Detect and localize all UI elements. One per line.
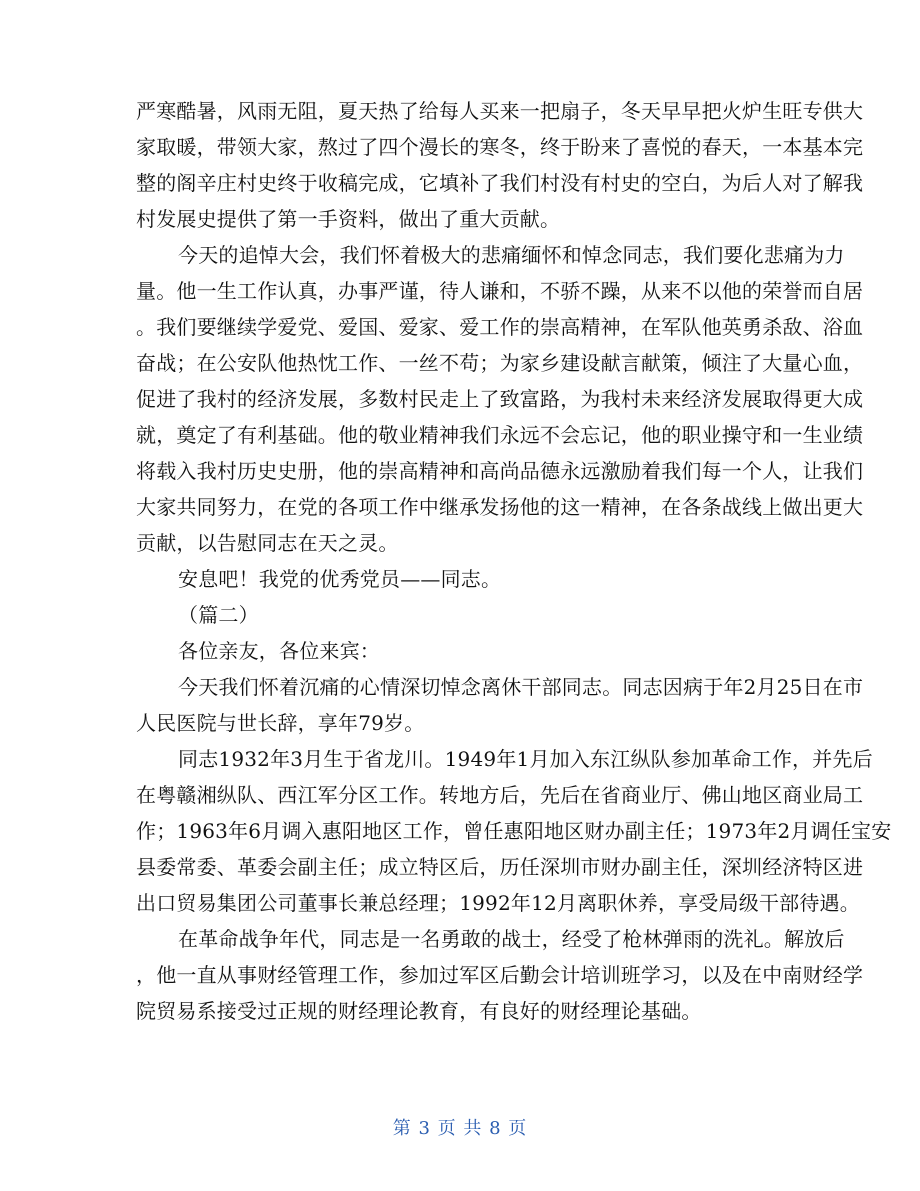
text-line: 家取暖，带领大家，熬过了四个漫长的寒冬，终于盼来了喜悦的春天，一本基本完 xyxy=(136,135,864,159)
paragraph xyxy=(136,242,864,556)
text-line: （篇二） xyxy=(178,603,259,627)
text-line: 出口贸易集团公司董事长兼总经理；1992年12月离职休养，享受局级干部待遇。 xyxy=(136,891,860,915)
text-line: 在革命战争年代，同志是一名勇敢的战士，经受了枪林弹雨的洗礼。解放后 xyxy=(178,927,845,951)
document-body xyxy=(136,98,892,1034)
text-line: 院贸易系接受过正规的财经理论教育，有良好的财经理论基础。 xyxy=(136,999,702,1023)
text-line: 将载入我村历史史册，他的崇高精神和高尚品德永远激励着我们每一个人，让我们 xyxy=(136,459,864,483)
text-line: 贡献，以告慰同志在天之灵。 xyxy=(136,531,399,555)
paragraph xyxy=(136,674,864,736)
text-line: 。我们要继续学爱党、爱国、爱家、爱工作的崇高精神，在军队他英勇杀敌、浴血 xyxy=(136,315,864,339)
page-number-footer: 第 3 页 共 8 页 xyxy=(392,1118,528,1139)
text-line: 今天的追悼大会，我们怀着极大的悲痛缅怀和悼念同志，我们要化悲痛为力 xyxy=(178,243,845,267)
text-line: 促进了我村的经济发展，多数村民走上了致富路，为我村未来经济发展取得更大成 xyxy=(136,387,864,411)
paragraph xyxy=(136,566,786,592)
text-line: 同志1932年3月生于省龙川。1949年1月加入东江纵队参加革命工作，并先后 xyxy=(178,747,873,771)
text-line: 奋战；在公安队他热忱工作、一丝不苟；为家乡建设献言献策，倾注了大量心血， xyxy=(136,351,864,375)
text-line: 整的阁辛庄村史终于收稿完成，它填补了我们村没有村史的空白，为后人对了解我 xyxy=(136,171,864,195)
text-line: 今天我们怀着沉痛的心情深切悼念离休干部同志。同志因病于年2月25日在市 xyxy=(178,675,864,699)
text-line: 就，奠定了有利基础。他的敬业精神我们永远不会忘记，他的职业操守和一生业绩 xyxy=(136,423,864,447)
text-line: 人民医院与世长辞，享年79岁。 xyxy=(136,711,425,735)
text-line: 安息吧！我党的优秀党员——同志。 xyxy=(178,567,502,591)
salutation xyxy=(136,638,786,664)
text-line: 村发展史提供了第一手资料，做出了重大贡献。 xyxy=(136,207,561,231)
paragraph xyxy=(136,746,892,916)
text-line: ，他一直从事财经管理工作，参加过军区后勤会计培训班学习，以及在中南财经学 xyxy=(136,963,864,987)
text-line: 各位亲友，各位来宾： xyxy=(178,639,380,663)
text-line: 大家共同努力，在党的各项工作中继承发扬他的这一精神，在各条战线上做出更大 xyxy=(136,495,864,519)
paragraph xyxy=(136,926,864,1024)
text-line: 县委常委、革委会副主任；成立特区后，历任深圳市财办副主任，深圳经济特区进 xyxy=(136,855,864,879)
text-line: 在粤赣湘纵队、西江军分区工作。转地方后，先后在省商业厅、佛山地区商业局工 xyxy=(136,783,864,807)
text-line: 量。他一生工作认真，办事严谨，待人谦和，不骄不躁，从来不以他的荣誉而自居 xyxy=(136,279,864,303)
section-heading xyxy=(136,602,786,628)
text-line: 作；1963年6月调入惠阳地区工作，曾任惠阳地区财办副主任；1973年2月调任宝安 xyxy=(136,819,892,843)
paragraph xyxy=(136,98,864,232)
text-line: 严寒酷暑，风雨无阻，夏天热了给每人买来一把扇子，冬天早早把火炉生旺专供大 xyxy=(136,99,864,123)
